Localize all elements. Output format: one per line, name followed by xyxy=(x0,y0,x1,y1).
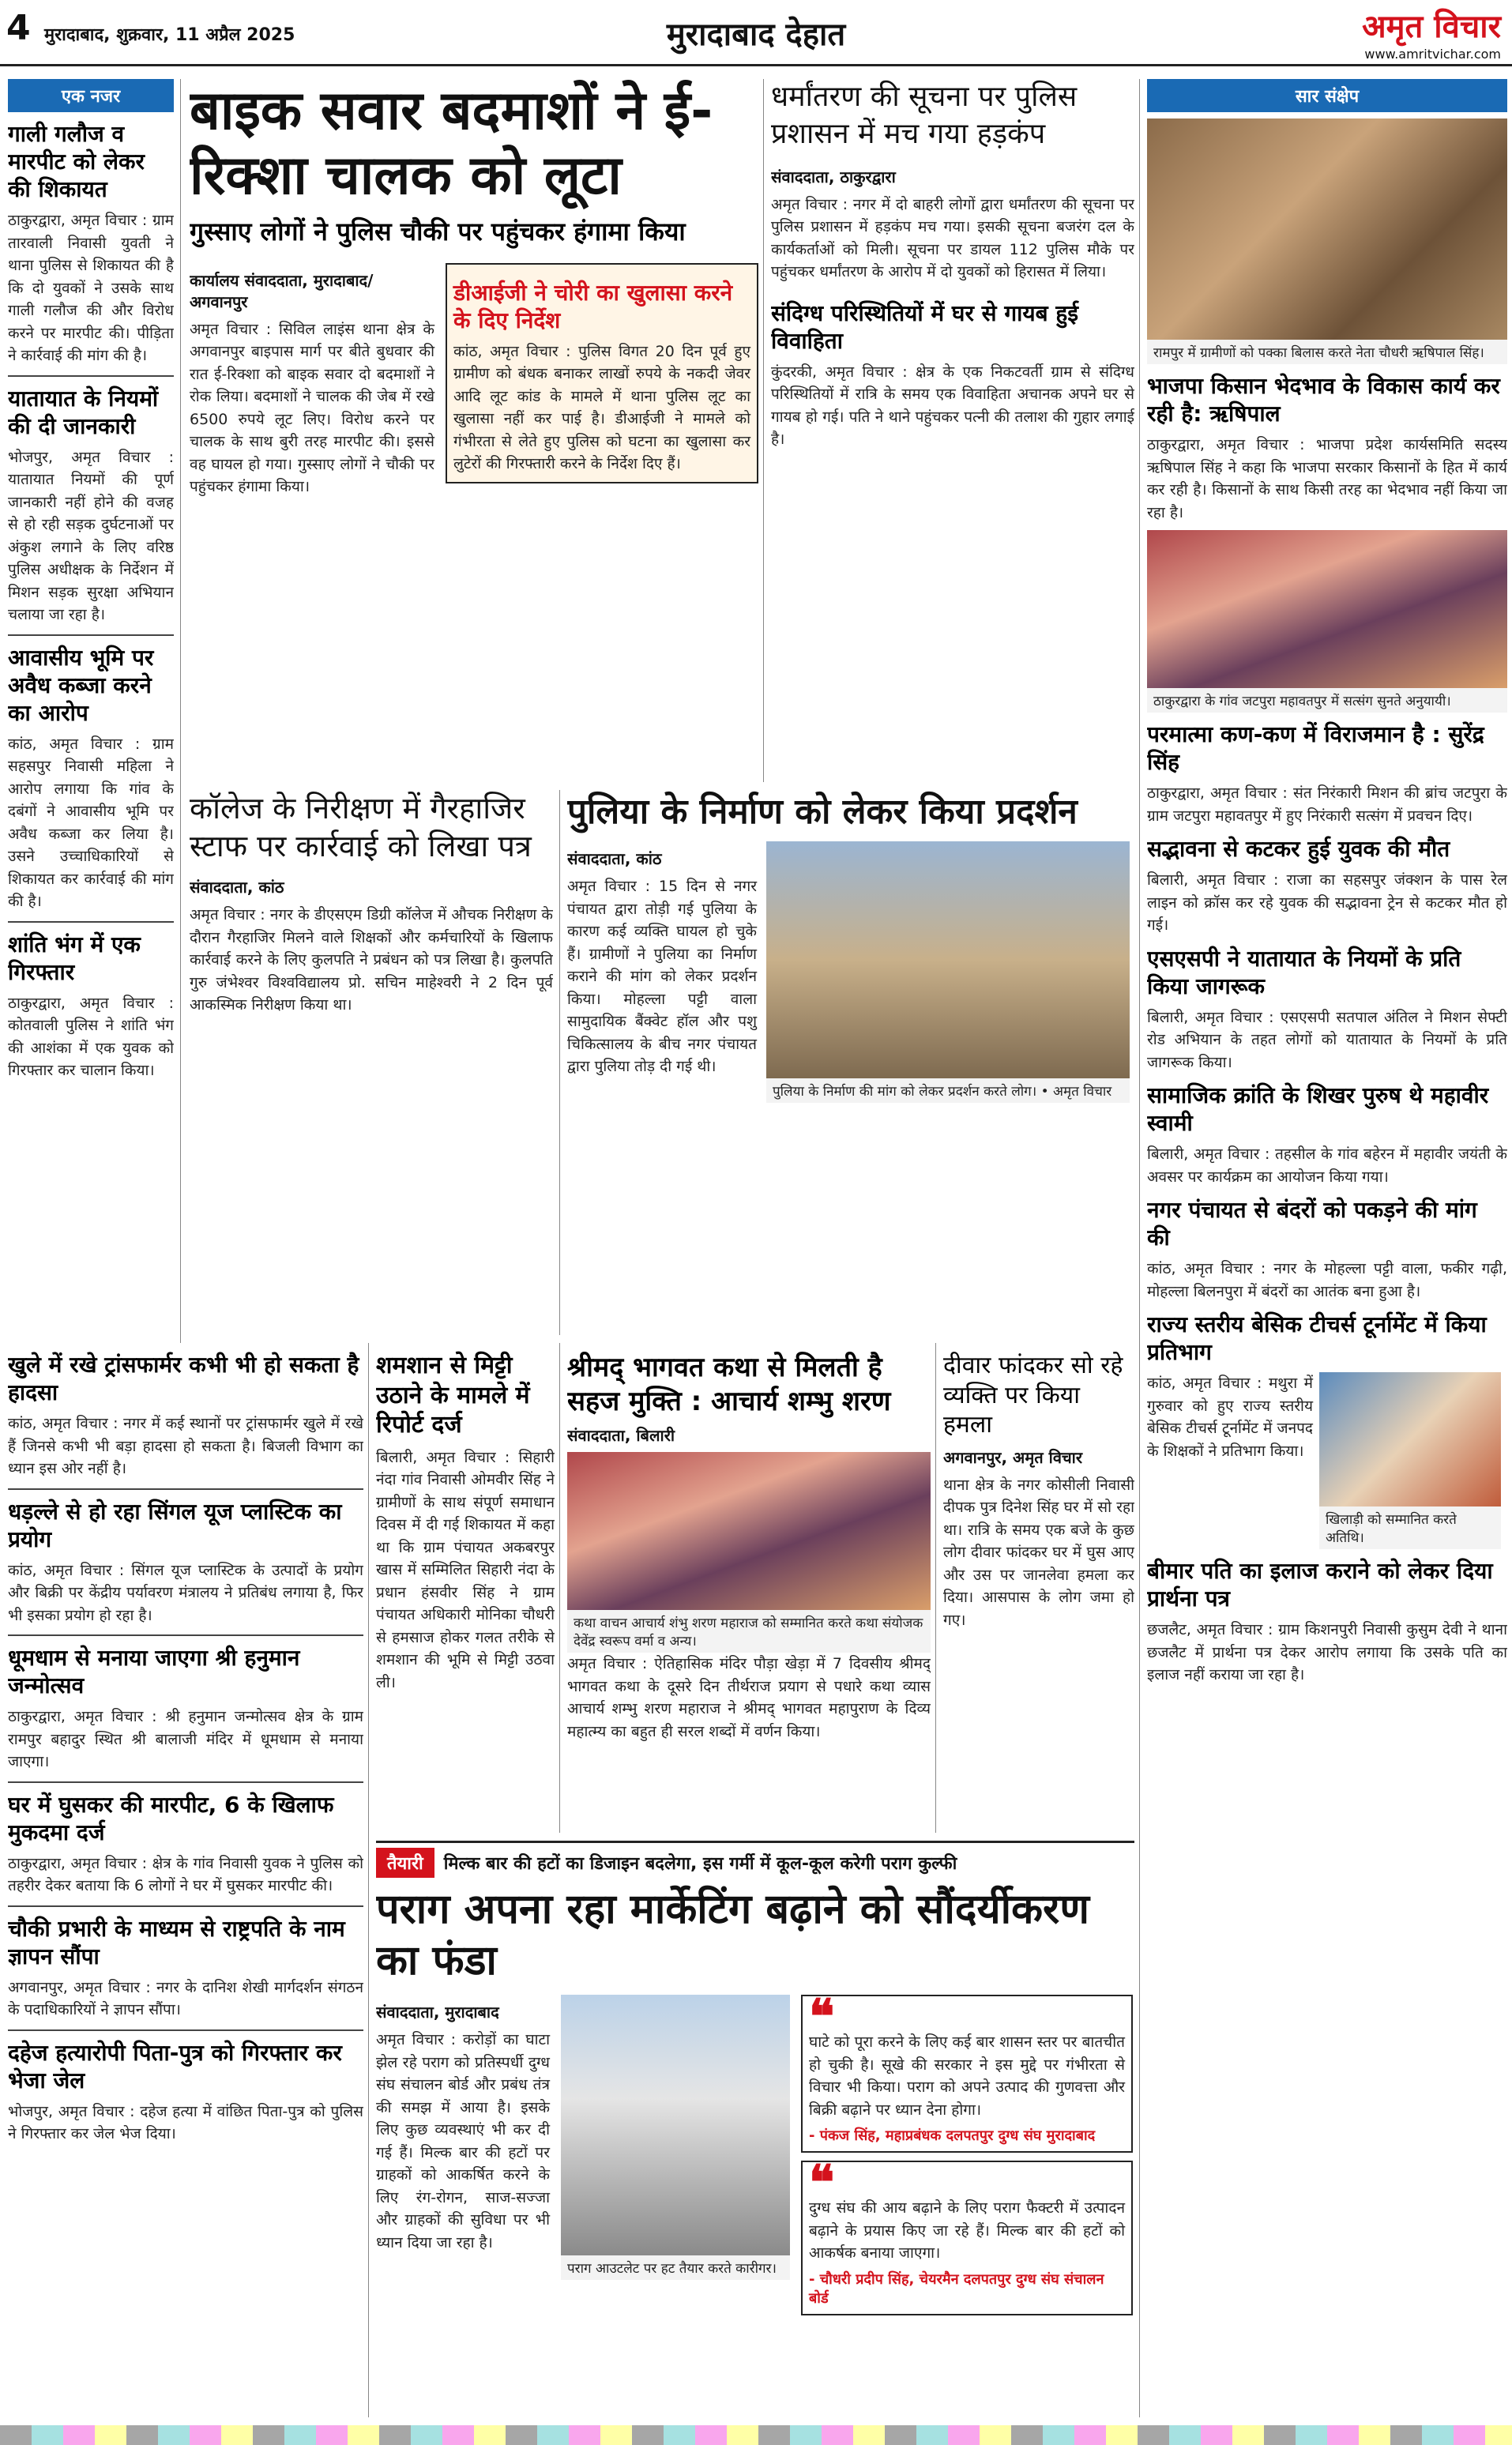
parag-body: अमृत विचार : करोड़ों का घाटा झेल रहे पराग को प्रतिस्पर्धी दुग्ध संघ संचालन बोर्ड और प्रबंध तंत्र की समझ में आया है। इसके लिए कुछ व्यवस्थाएं भी कर दी गई हैं। मिल्क बार की हटों पर ग्राहकों को आकर्षित करने के लिए रंग-रोगन, साज-सज्जा और ग्राहकों की सुविधा पर भी ध्यान दिया जा रहा है। xyxy=(376,2031,550,2251)
divider xyxy=(8,1905,363,1907)
puliya-byline: संवाददाता, कांठ xyxy=(567,849,662,868)
shamshan-body: बिलारी, अमृत विचार : सिहारी नंदा गांव निवासी ओमवीर सिंह ने ग्रामीणों के साथ संपूर्ण समाधान दिवस में दी गई शिकायत में कहा था कि ग्राम पंचायत अकबरपुर खास में सम्मिलित सिहारी नंदा के प्रधान हंसवीर सिंह ने ग्राम पंचायत अधिकारी मोनिका चौधरी से हमसाज होकर गलत तरीके से शमशान की भूमि से मिट्टी उठवा ली। xyxy=(376,1448,555,1691)
quote-text: घाटे को पूरा करने के लिए कई बार शासन स्तर पर बातचीत हो चुकी है। सूखे की सरकार ने इस मुद्दे पर गंभीरता से विचार भी किया। पराग को अपने उत्पाद की गुणवत्ता और बिक्री बढ़ाने पर ध्यान देना होगा। xyxy=(809,2033,1125,2119)
divider xyxy=(8,921,174,923)
divider xyxy=(8,1634,363,1636)
ek-nazar-tag: एक नजर xyxy=(8,79,174,112)
story-body: कांठ, अमृत विचार : मथुरा में गुरुवार को हुए राज्य स्तरीय बेसिक टीचर्स टूर्नामेंट में जनपद के शिक्षकों ने प्रतिभाग किया। xyxy=(1147,1375,1313,1460)
story-body: ठाकुरद्वारा, अमृत विचार : ग्राम तारवाली निवासी युवती ने थाना पुलिस से शिकायत की है कि दो युवकों ने उसके साथ गाली गलौज की और विरोध करने पर मारपीट की। पीड़िता ने कार्रवाई की मांग की है। xyxy=(8,212,174,364)
story-body: भोजपुर, अमृत विचार : यातायात नियमों की पूर्ण जानकारी नहीं होने की वजह से हो रही सड़क दुर्घटनाओं पर अंकुश लगाने के लिए वरिष्ठ पुलिस अधीक्षक के निर्देशन में मिशन सड़क सुरक्षा अभियान चलाया जा रहा है। xyxy=(8,448,174,623)
tayari-tag: तैयारी xyxy=(376,1848,434,1878)
shamshan-headline: शमशान से मिट्टी उठाने के मामले में रिपोर्ट दर्ज xyxy=(376,1352,530,1439)
dharm-body: अमृत विचार : नगर में दो बाहरी लोगों द्वारा धर्मांतरण की सूचना पर पुलिस प्रशासन में हड़कंप मच गया। इसकी सूचना बजरंग दल के कार्यकर्ताओं को मिली। सूचना पर डायल 112 पुलिस मौके पर पहुंचकर धर्मांतरण के आरोप में दो युवकों को हिरासत में लिया। xyxy=(771,195,1134,281)
left-story xyxy=(8,644,174,913)
column-rule xyxy=(368,1343,369,2417)
lead-headline: बाइक सवार बदमाशों ने ई-रिक्शा चालक को लूटा xyxy=(190,80,713,207)
left-column xyxy=(8,79,174,1201)
deewar-byline: अगवानपुर, अमृत विचार xyxy=(943,1447,1083,1467)
deewar-story xyxy=(943,1343,1134,1833)
story-headline: भाजपा किसान भेदभाव के विकास कार्य कर रही है: ऋषिपाल xyxy=(1147,373,1500,427)
tournament-photo xyxy=(1319,1372,1501,1506)
left-story xyxy=(8,931,174,1082)
story-headline: घर में घुसकर की मारपीट, 6 के खिलाफ मुकदमा दर्ज xyxy=(8,1791,334,1845)
left-story xyxy=(8,120,174,367)
divider xyxy=(8,375,174,377)
story-headline: सद्भावना से कटकर हुई युवक की मौत xyxy=(1147,836,1450,862)
dig-body: कांठ, अमृत विचार : पुलिस विगत 20 दिन पूर्व हुए ग्रामीण को बंधक बनाकर लाखों रुपये के नकदी जेवर आदि लूट कांड के मामले में थाना पुलिस लूट का खुलासा नहीं कर पाई है। डीआईजी ने मामले को गंभीरता से लेते हुए पुलिस को घटना का खुलासा कर लुटेरों की गिरफ्तारी करने के निर्देश दिए हैं। xyxy=(453,342,750,473)
column-rule xyxy=(559,1343,560,1833)
vivahita-body: कुंदरकी, अमृत विचार : क्षेत्र के एक निकटवर्ती ग्राम से संदिग्ध परिस्थितियों में रात्रि के समय एक विवाहिता अचानक अपने घर से गायब हो गई। पति ने थाने पहुंचकर पत्नी की तलाश की गुहार लगाई है। xyxy=(771,363,1134,449)
saar-sankshep-tag: सार संक्षेप xyxy=(1147,79,1507,112)
bhagwat-body: अमृत विचार : ऐतिहासिक मंदिर पौड़ा खेड़ा में 7 दिवसीय श्रीमद् भागवत कथा के दूसरे दिन तीर्थराज प्रयाग से पधारे कथा व्यास आचार्य शम्भु शरण महाराज ने श्रीमद् भागवत महापुराण के दिव्य महात्म्य का बहुत ही सरल शब्दों में वर्णन किया। xyxy=(567,1655,931,1740)
story-headline: एसएसपी ने यातायात के नियमों के प्रति किया जागरूक xyxy=(1147,945,1461,999)
story-headline: धड़ल्ले से हो रहा सिंगल यूज प्लास्टिक का प्रयोग xyxy=(8,1498,342,1552)
bhagwat-headline: श्रीमद् भागवत कथा से मिलती है सहज मुक्ति : आचार्य शम्भु शरण xyxy=(567,1352,891,1417)
dharm-byline: संवाददाता, ठाकुरद्वारा xyxy=(771,167,896,186)
lead-byline: कार्यालय संवाददाता, मुरादाबाद/ अगवानपुर xyxy=(190,270,374,311)
bhagwat-story xyxy=(567,1343,931,1833)
brand-name: अमृत विचार xyxy=(1362,9,1501,45)
story-headline: सामाजिक क्रांति के शिखर पुरुष थे महावीर स्वामी xyxy=(1147,1082,1489,1136)
story-headline: यातायात के नियमों की दी जानकारी xyxy=(8,385,159,439)
divider xyxy=(8,1781,363,1783)
story-headline: आवासीय भूमि पर अवैध कब्जा करने का आरोप xyxy=(8,644,154,726)
parag-story xyxy=(376,1841,1134,2417)
dharmantaran-story xyxy=(771,79,1134,782)
story-body: कांठ, अमृत विचार : सिंगल यूज प्लास्टिक के उत्पादों के प्रयोग और बिक्री पर केंद्रीय पर्यावरण मंत्रालय ने प्रतिबंध लगाया है, फिर भी इसका प्रयोग हो रहा है। xyxy=(8,1561,363,1624)
story-body: ठाकुरद्वारा, अमृत विचार : कोतवाली पुलिस ने शांति भंग की आशंका में एक युवक को गिरफ्तार कर चालान किया। xyxy=(8,994,174,1079)
ceremony-photo xyxy=(1147,118,1507,340)
story-body: छजलैट, अमृत विचार : ग्राम किशनपुरी निवासी कुसुम देवी ने थाना छजलैट में प्रार्थना पत्र देकर आरोप लगाया कि उसके पति का इलाज नहीं कराया जा रहा है। xyxy=(1147,1621,1507,1683)
photo-caption: पराग आउटलेट पर हट तैयार करते कारीगर। xyxy=(561,2255,790,2280)
right-column xyxy=(1147,79,1507,2417)
story-body: ठाकुरद्वारा, अमृत विचार : संत निरंकारी मिशन की ब्रांच जटपुरा के ग्राम जटपुरा महावतपुर में हुए निरंकारी सत्संग में प्रवचन दिए। xyxy=(1147,784,1507,825)
deewar-headline: दीवार फांदकर सो रहे व्यक्ति पर किया हमला xyxy=(943,1352,1123,1439)
story-headline: परमात्मा कण-कण में विराजमान है : सुरेंद्र सिंह xyxy=(1147,721,1484,775)
dig-box xyxy=(446,263,758,483)
quote-author: - पंकज सिंह, महाप्रबंधक दलपतपुर दुग्ध संघ मुरादाबाद xyxy=(809,2127,1096,2144)
story-body: ठाकुरद्वारा, अमृत विचार : क्षेत्र के गांव निवासी युवक ने पुलिस को तहरीर देकर बताया कि 6 लोगों ने घर में घुसकर मारपीट की। xyxy=(8,1854,363,1894)
quote-box xyxy=(801,1989,1133,2153)
parag-headline: पराग अपना रहा मार्केटिंग बढ़ाने को सौंदर्यीकरण का फंडा xyxy=(376,1886,1089,1984)
story-headline: नगर पंचायत से बंदरों को पकड़ने की मांग की xyxy=(1147,1197,1477,1251)
bhagwat-byline: संवाददाता, बिलारी xyxy=(567,1426,675,1445)
puliya-headline: पुलिया के निर्माण को लेकर किया प्रदर्शन xyxy=(567,792,1078,832)
page-number: 4 xyxy=(6,8,31,48)
photo-caption: खिलाड़ी को सम्मानित करते अतिथि। xyxy=(1319,1506,1501,1549)
college-headline: कॉलेज के निरीक्षण में गैरहाजिर स्टाफ पर कार्रवाई को लिखा पत्र xyxy=(190,791,532,863)
brand-url: www.amritvichar.com xyxy=(1364,47,1501,62)
left-story xyxy=(8,385,174,626)
dateline: मुरादाबाद, शुक्रवार, 11 अप्रैल 2025 xyxy=(44,25,295,45)
story-headline: शांति भंग में एक गिरफ्तार xyxy=(8,931,141,985)
katha-photo xyxy=(567,1452,931,1610)
college-body: अमृत विचार : नगर के डीएसएम डिग्री कॉलेज में औचक निरीक्षण के दौरान गैरहाजिर मिलने वाले शिक्षकों और कर्मचारियों के खिलाफ कार्रवाई करने के लिए कुलपति ने प्रबंधन को पत्र लिखा है। कुलपति गुरु जंभेश्वर विश्वविद्यालय प्रो. सचिन माहेश्वरी ने 2 दिन पूर्व आकस्मिक निरीक्षण किया था। xyxy=(190,906,553,1014)
quote-mark-icon: ❝ xyxy=(809,2155,835,2210)
quote-mark-icon: ❝ xyxy=(809,1989,835,2044)
college-story xyxy=(190,790,553,1335)
story-body: कांठ, अमृत विचार : नगर के मोहल्ला पट्टी वाला, फकीर गढ़ी, मोहल्ला बिलनपुरा में बंदरों का आतंक बना हुआ है। xyxy=(1147,1260,1507,1300)
photo-caption: पुलिया के निर्माण की मांग को लेकर प्रदर्शन करते लोग। • अमृत विचार xyxy=(766,1078,1130,1103)
story-headline: गाली गलौज व मारपीट को लेकर की शिकायत xyxy=(8,121,145,202)
quote-text: दुग्ध संघ की आय बढ़ाने के लिए पराग फैक्टरी में उत्पादन बढ़ाने के प्रयास किए जा रहे हैं। मिल्क बार की हटों को आकर्षक बनाया जाएगा। xyxy=(809,2199,1125,2262)
divider xyxy=(8,2029,363,2031)
print-registration-strip xyxy=(0,2425,1512,2445)
story-body: ठाकुरद्वारा, अमृत विचार : श्री हनुमान जन्मोत्सव क्षेत्र के ग्राम रामपुर बहादुर स्थित श्री बालाजी मंदिर में धूमधाम से मनाया जाएगा। xyxy=(8,1708,363,1770)
photo-caption: रामपुर में ग्रामीणों को पक्का बिलास करते नेता चौधरी ऋषिपाल सिंह। xyxy=(1147,340,1507,364)
story-headline: राज्य स्तरीय बेसिक टीचर्स टूर्नामेंट में किया प्रतिभाग xyxy=(1147,1311,1487,1365)
column-rule xyxy=(180,79,181,1343)
story-body: बिलारी, अमृत विचार : एसएसपी सतपाल अंतिल ने मिशन सेफ्टी रोड अभियान के तहत लोगों को यातायात के नियमों के प्रति जागरूक किया। xyxy=(1147,1008,1507,1071)
puliya-story xyxy=(567,790,1134,1335)
column-rule xyxy=(763,79,764,782)
story-body: अगवानपुर, अमृत विचार : नगर के दानिश शेखी मार्गदर्शन संगठन के पदाधिकारियों ने ज्ञापन सौंपा। xyxy=(8,1978,363,2018)
story-body: भोजपुर, अमृत विचार : दहेज हत्या में वांछित पिता-पुत्र को पुलिस ने गिरफ्तार कर जेल भेज दिया। xyxy=(8,2102,363,2142)
lead-story xyxy=(190,79,758,782)
story-body: कांठ, अमृत विचार : ग्राम सहसपुर निवासी महिला ने आरोप लगाया कि गांव के दबंगों ने आवासीय भूमि पर अवैध कब्जा कर लिया है। उसने उच्चाधिकारियों से शिकायत कर कार्रवाई की मांग की है। xyxy=(8,735,174,910)
story-headline: चौकी प्रभारी के माध्यम से राष्ट्रपति के नाम ज्ञापन सौंपा xyxy=(8,1915,345,1969)
dig-headline: डीआईजी ने चोरी का खुलासा करने के दिए निर्देश xyxy=(453,279,733,333)
lead-subhead: गुस्साए लोगों ने पुलिस चौकी पर पहुंचकर हंगामा किया xyxy=(190,216,686,247)
quote-author: - चौधरी प्रदीप सिंह, चेयरमैन दलपतपुर दुग्ध संघ संचालन बोर्ड xyxy=(809,2270,1104,2307)
left-lower-briefs xyxy=(8,1343,363,2417)
divider xyxy=(8,634,174,636)
story-headline: बीमार पति का इलाज कराने को लेकर दिया प्रार्थना पत्र xyxy=(1147,1558,1493,1612)
column-rule xyxy=(1139,79,1140,2417)
hut-photo xyxy=(561,1995,790,2255)
divider xyxy=(8,1488,363,1490)
shamshan-story xyxy=(376,1343,555,1833)
story-headline: दहेज हत्यारोपी पिता-पुत्र को गिरफ्तार कर भेजा जेल xyxy=(8,2039,342,2093)
quote-box xyxy=(801,2155,1133,2315)
college-byline: संवाददाता, कांठ xyxy=(190,878,284,897)
deewar-body: थाना क्षेत्र के नगर कोसीली निवासी दीपक पुत्र दिनेश सिंह घर में सो रहा था। रात्रि के समय एक बजे के कुछ लोग दीवार फांदकर घर में घुस आए और उस पर जानलेवा हमला कर दिया। आसपास के लोग जमा हो गए। xyxy=(943,1476,1134,1629)
section-title: मुरादाबाद देहात xyxy=(666,17,846,53)
puliya-body: अमृत विचार : 15 दिन से नगर पंचायत द्वारा तोड़ी गई पुलिया के कारण कई व्यक्ति घायल हो चुके हैं। ग्रामीणों ने पुलिया का निर्माण कराने की मांग को लेकर प्रदर्शन किया। मोहल्ला पट्टी वाला सामुदायिक बैंक्वेट हॉल और पशु चिकित्सालय के बीच नगर पंचायत द्वारा पुलिया तोड़ दी गई थी। xyxy=(567,878,757,1075)
story-headline: धूमधाम से मनाया जाएगा श्री हनुमान जन्मोत्सव xyxy=(8,1645,300,1698)
story-body: ठाकुरद्वारा, अमृत विचार : भाजपा प्रदेश कार्यसमिति सदस्य ऋषिपाल सिंह ने कहा कि भाजपा सरकार किसानों के हित में कार्य कर रही है। किसानों के साथ किसी तरह का भेदभाव नहीं किया जा रहा है। xyxy=(1147,436,1507,521)
vivahita-headline: संदिग्ध परिस्थितियों में घर से गायब हुई विवाहिता xyxy=(771,299,1078,354)
parag-byline: संवाददाता, मुरादाबाद xyxy=(376,2003,499,2022)
story-body: बिलारी, अमृत विचार : राजा का सहसपुर जंक्शन के पास रेल लाइन को क्रॉस कर रहे युवक की सद्भावना ट्रेन से कटकर मौत हो गई। xyxy=(1147,871,1507,934)
column-rule xyxy=(559,790,560,1335)
page-header xyxy=(0,0,1512,66)
dharm-headline: धर्मांतरण की सूचना पर पुलिस प्रशासन में मच गया हड़कंप xyxy=(771,81,1078,150)
protest-photo xyxy=(766,841,1130,1078)
column-rule xyxy=(935,1343,936,1833)
story-body: बिलारी, अमृत विचार : तहसील के गांव बहेरन में महावीर जयंती के अवसर पर कार्यक्रम का आयोजन किया गया। xyxy=(1147,1145,1507,1186)
satsang-photo xyxy=(1147,530,1507,688)
story-body: कांठ, अमृत विचार : नगर में कई स्थानों पर ट्रांसफार्मर खुले में रखे हैं जिनसे कभी भी बड़ा हादसा हो सकता है। बिजली विभाग का ध्यान इस ओर नहीं है। xyxy=(8,1415,363,1477)
parag-kicker: मिल्क बार की हटों का डिजाइन बदलेगा, इस गर्मी में कूल-कूल करेगी पराग कुल्फी xyxy=(443,1854,957,1874)
photo-caption: कथा वाचन आचार्य शंभु शरण महाराज को सम्मानित करते कथा संयोजक देवेंद्र स्वरूप वर्मा व अन्य। xyxy=(567,1610,931,1653)
story-headline: खुले में रखे ट्रांसफार्मर कभी भी हो सकता है हादसा xyxy=(8,1352,359,1405)
lead-body: अमृत विचार : सिविल लाइंस थाना क्षेत्र के अगवानपुर बाइपास मार्ग पर बीते बुधवार की रात ई-रिक्शा को बाइक सवार दो बदमाशों ने रोक लिया। बदमाशों ने चालक की जेब में रखे 6500 रुपये लूट लिए। विरोध करने पर चालक के साथ बुरी तरह मारपीट की। इससे वह घायल हो गया। गुस्साए लोगों ने चौकी पर पहुंचकर हंगामा किया। xyxy=(190,320,434,496)
photo-caption: ठाकुरद्वारा के गांव जटपुरा महावतपुर में सत्संग सुनते अनुयायी। xyxy=(1147,688,1507,713)
brand xyxy=(1362,3,1501,62)
